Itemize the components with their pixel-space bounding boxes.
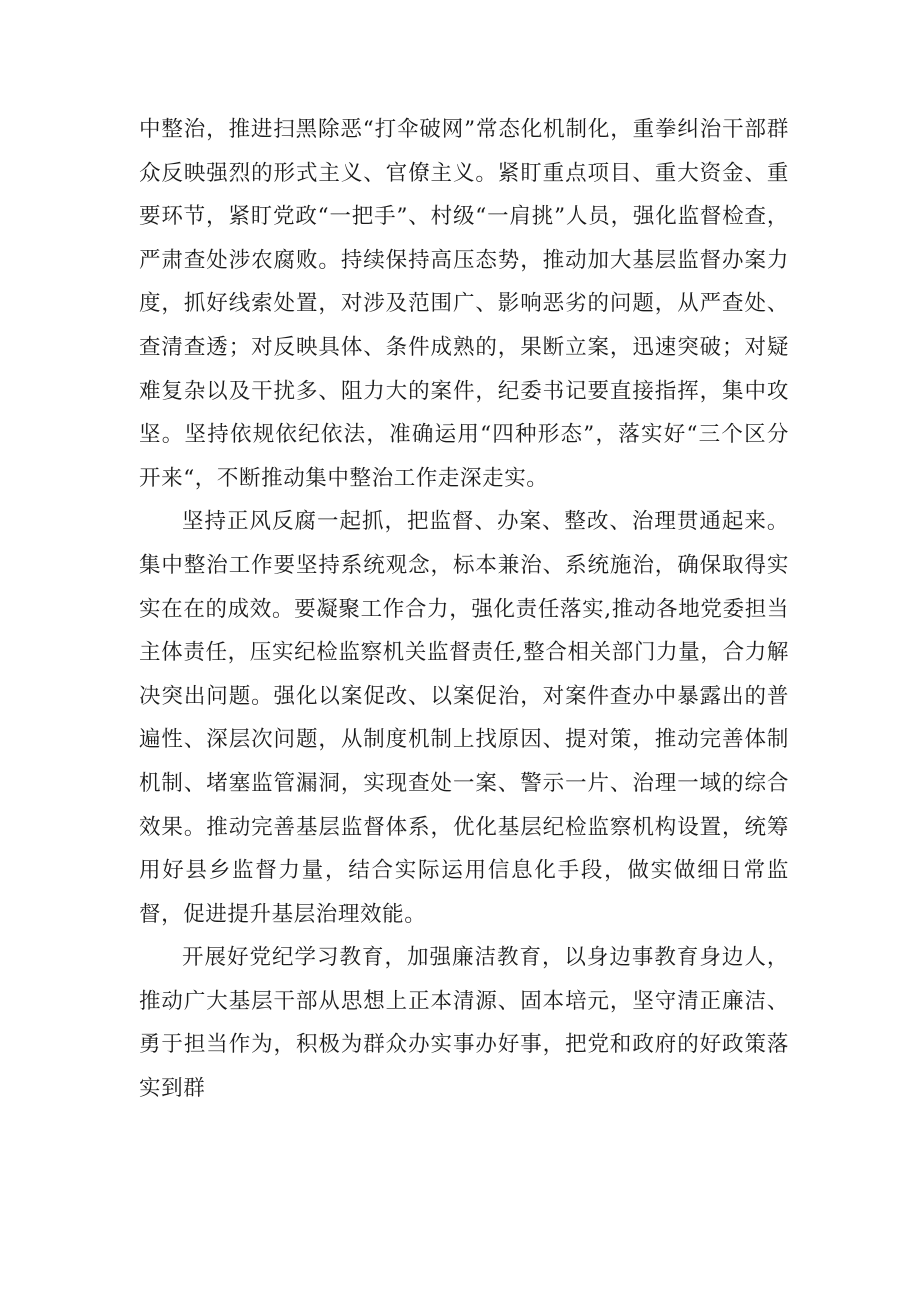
paragraph-2: 坚持正风反腐一起抓，把监督、办案、整改、治理贯通起来。集中整治工作要坚持系统观念，标本兼治、系统施治，确保取得实实在在的成效。要凝聚工作合力，强化责任落实,推动各地党委担当主体责任，压实纪检监察机关监督责任,整合相关部门力量，合力解决突出问题。强化以案促改、以案促治，对案件查办中暴露出的普遍性、深层次问题，从制度机制上找原因、提对策，推动完善体制机制、堵塞监管漏洞，实现查处一案、警示一片、治理一域的综合效果。推动完善基层监督体系，优化基层纪检监察机构设置，统筹用好县乡监督力量，结合实际运用信息化手段，做实做细日常监督，促进提升基层治理效能。 [139,509,789,927]
paragraph-3: 开展好党纪学习教育，加强廉洁教育，以身边事教育身边人，推动广大基层干部从思想上正本清源、固本培元，坚守清正廉洁、勇于担当作为，积极为群众办实事办好事，把党和政府的好政策落实到群 [139,945,789,1102]
paragraph-1: 中整治，推进扫黑除恶“打伞破网”常态化机制化，重拳纠治干部群众反映强烈的形式主义、官僚主义。紧盯重点项目、重大资金、重要环节，紧盯党政“一把手”、村级“一肩挑”人员，强化监督检查，严肃查处涉农腐败。持续保持高压态势，推动加大基层监督办案力度，抓好线索处置，对涉及范围广、影响恶劣的问题，从严查处、查清查透；对反映具体、条件成熟的，果断立案，迅速突破；对疑难复杂以及干扰多、阻力大的案件，纪委书记要直接指挥，集中攻坚。坚持依规依纪依法，准确运用“四种形态”，落实好“三个区分开来“，不断推动集中整治工作走深走实。 [139,117,789,491]
document-body [139,108,789,1111]
